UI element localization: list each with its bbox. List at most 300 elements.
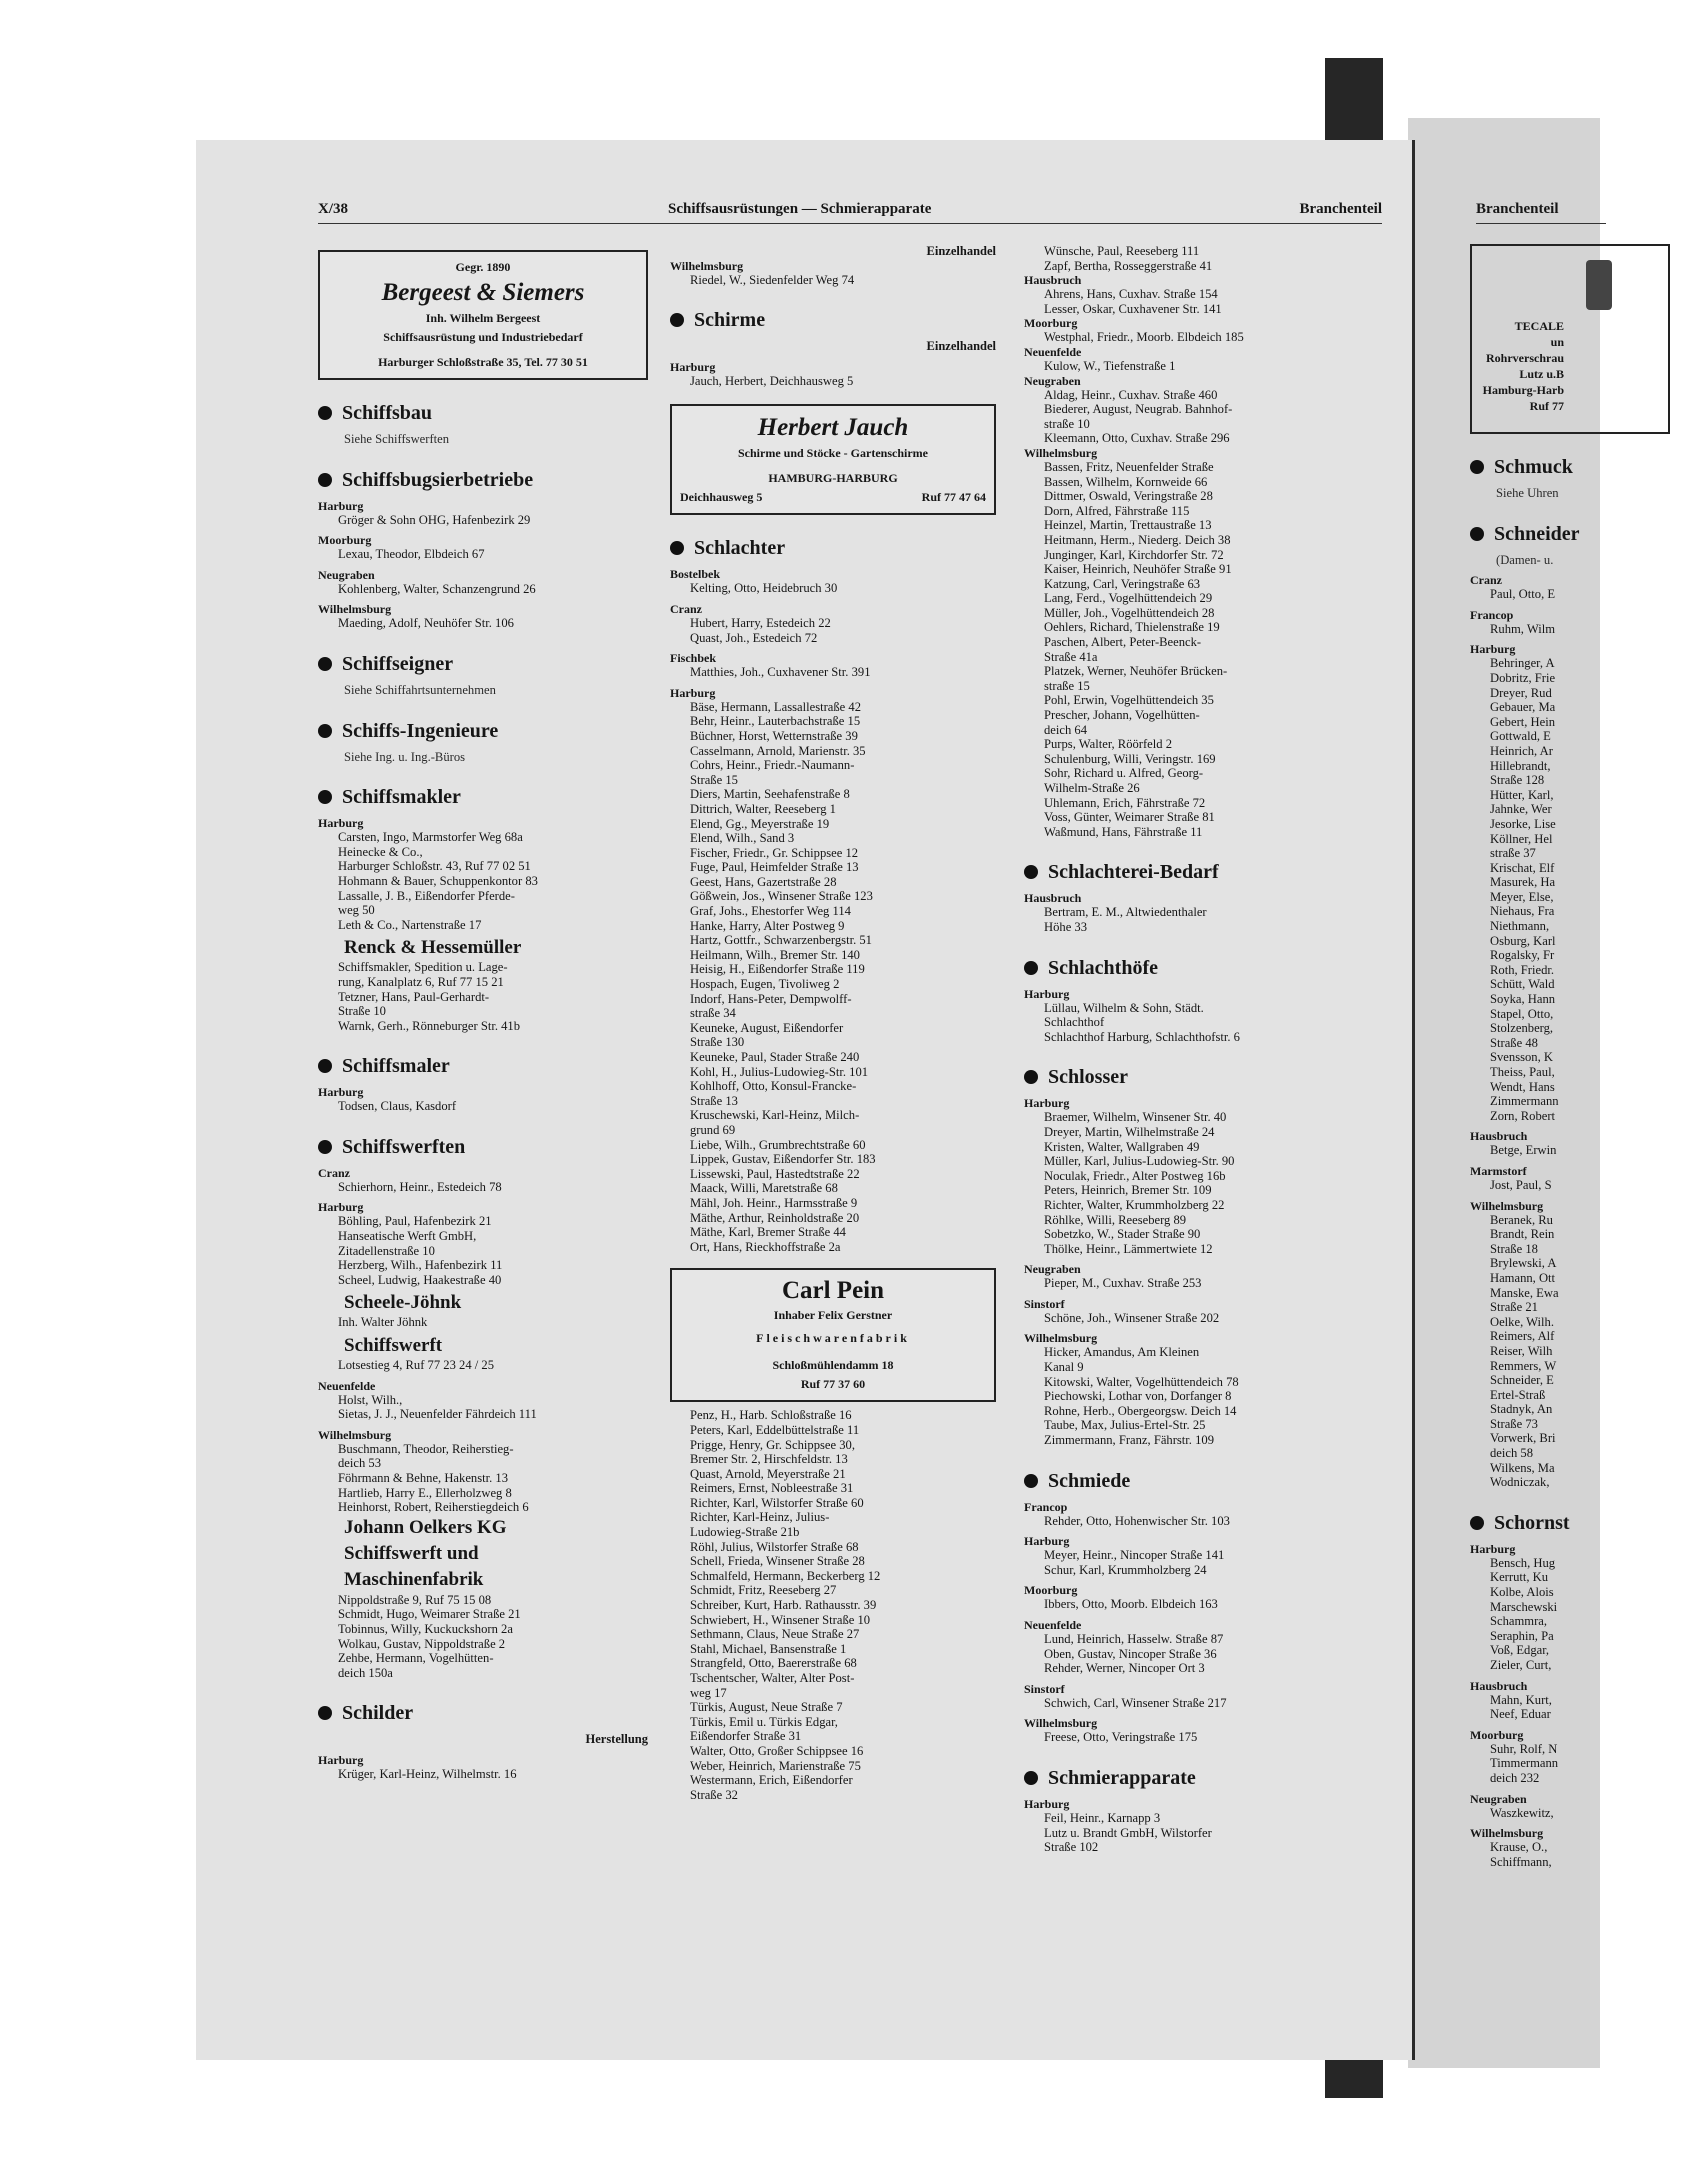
list-item: Bassen, Fritz, Neuenfelder Straße <box>1044 459 1214 474</box>
entry-list <box>1024 388 1384 446</box>
list-item: Hartlieb, Harry E., Ellerholzweg 8 <box>338 1485 512 1500</box>
entry-list <box>318 960 648 1033</box>
list-item: Wilkens, Ma <box>1490 1460 1555 1475</box>
ad-carl-pein <box>670 1268 996 1402</box>
category-heading <box>1470 521 1690 547</box>
list-item: Thölke, Heinr., Lämmertwiete 12 <box>1044 1241 1213 1256</box>
list-item: Kulow, W., Tiefenstraße 1 <box>1044 358 1176 373</box>
category-title: Schmierapparate <box>1048 1766 1196 1789</box>
list-item: Ort, Hans, Rieckhoffstraße 2a <box>690 1239 841 1254</box>
bullet-icon <box>1024 1771 1038 1785</box>
category-title: Schmuck <box>1494 456 1573 478</box>
list-item: Krause, O., <box>1490 1840 1548 1855</box>
list-item: Maschinenfabrik <box>344 1568 484 1590</box>
category-title: Schneider <box>1494 522 1580 545</box>
list-item: Westermann, Erich, Eißendorfer <box>690 1773 853 1788</box>
location-label: Moorburg <box>1024 316 1078 331</box>
location-label: Neuenfelde <box>318 1378 376 1393</box>
list-item: Lexau, Theodor, Elbdeich 67 <box>338 547 485 562</box>
list-item: Zorn, Robert <box>1490 1108 1556 1123</box>
list-item: Schulenburg, Willi, Veringstr. 169 <box>1044 751 1216 766</box>
list-item: Purps, Walter, Röörfeld 2 <box>1044 737 1173 752</box>
sub-category: Einzelhandel <box>926 244 996 258</box>
list-item: Bremer Str. 2, Hirschfeldstr. 13 <box>690 1452 848 1467</box>
list-item: Heinrich, Ar <box>1490 743 1553 758</box>
list-item: Sethmann, Claus, Neue Straße 27 <box>690 1627 860 1642</box>
section-label: Branchenteil <box>1299 201 1382 217</box>
category-heading <box>1024 1765 1384 1791</box>
list-item: Kaiser, Heinrich, Neuhöfer Straße 91 <box>1044 562 1232 577</box>
location-label: Cranz <box>1470 573 1502 588</box>
list-item: Höhe 33 <box>1044 919 1088 934</box>
list-item: Oehlers, Richard, Thielenstraße 19 <box>1044 620 1220 635</box>
list-item: Schlachthof <box>1044 1015 1105 1030</box>
bullet-icon <box>1024 865 1038 879</box>
list-item: Osburg, Karl <box>1490 933 1556 948</box>
bullet-icon <box>318 1140 332 1154</box>
ad-company-name: Carl Pein <box>781 1277 885 1305</box>
list-item: Rogalsky, Fr <box>1490 948 1555 963</box>
list-item: Oelke, Wilh. <box>1490 1314 1554 1329</box>
list-item: Eißendorfer Straße 31 <box>690 1729 802 1744</box>
list-item: Kristen, Walter, Wallgraben 49 <box>1044 1139 1200 1154</box>
location-label: Hausbruch <box>1470 1678 1528 1693</box>
ad-phone: Ruf 77 37 60 <box>800 1377 866 1392</box>
list-item: Reimers, Alf <box>1490 1329 1555 1344</box>
list-item: TECALE <box>1514 319 1564 333</box>
list-item: Dreyer, Martin, Wilhelmstraße 24 <box>1044 1124 1215 1139</box>
location-label: Wilhelmsburg <box>1024 1716 1098 1731</box>
list-item: Jahnke, Wer <box>1490 802 1552 817</box>
list-item: Marschewski <box>1490 1599 1558 1614</box>
list-item: Keuneke, Paul, Stader Straße 240 <box>690 1050 860 1064</box>
list-item: Elend, Wilh., Sand 3 <box>690 831 795 846</box>
list-item: Vorwerk, Bri <box>1490 1431 1556 1446</box>
list-item: Bassen, Wilhelm, Kornweide 66 <box>1044 474 1208 489</box>
location-label: Hausbruch <box>1024 273 1082 288</box>
list-item: Lüllau, Wilhelm & Sohn, Städt. <box>1044 1000 1204 1015</box>
directory-page <box>196 140 1415 2060</box>
list-item: Richter, Karl, Wilstorfer Straße 60 <box>690 1495 864 1510</box>
location-label: Wilhelmsburg <box>670 258 744 273</box>
list-item: Gröger & Sohn OHG, Hafenbezirk 29 <box>338 512 531 527</box>
list-item: Röhlke, Willi, Reeseberg 89 <box>1044 1212 1187 1227</box>
bullet-icon <box>1024 961 1038 975</box>
list-item: Quast, Arnold, Meyerstraße 21 <box>690 1466 846 1481</box>
entry-list <box>1024 1597 1384 1612</box>
category-title: Schornst <box>1494 1511 1570 1534</box>
list-item: Reimers, Ernst, Nobleestraße 31 <box>690 1481 854 1496</box>
location-label: Wilhelmsburg <box>1024 445 1098 460</box>
list-item: Mähl, Joh. Heinr., Harmsstraße 9 <box>690 1195 858 1210</box>
list-item: Brandt, Rein <box>1490 1227 1555 1242</box>
category-title: Schiffsbugsierbetriebe <box>342 468 534 491</box>
list-item: Kohlhoff, Otto, Konsul-Francke- <box>690 1079 857 1094</box>
list-item: Heisig, H., Eißendorfer Straße 119 <box>690 962 865 977</box>
list-item: Dittrich, Walter, Reeseberg 1 <box>690 801 836 816</box>
location-label: Bostelbek <box>670 567 721 582</box>
entry-list <box>1470 1742 1690 1786</box>
entry-list <box>1470 656 1690 1123</box>
list-item: straße 34 <box>690 1006 736 1021</box>
list-item: Niethmann, <box>1490 919 1550 934</box>
list-item: Niehaus, Fra <box>1490 904 1555 919</box>
entry-list <box>318 1442 648 1515</box>
bullet-icon <box>318 406 332 420</box>
list-item: Waszkewitz, <box>1490 1805 1554 1820</box>
ad-herbert-jauch <box>670 404 996 515</box>
list-item: Hamann, Ott <box>1490 1270 1556 1285</box>
list-item: Heinzel, Martin, Trettaustraße 13 <box>1044 518 1212 533</box>
list-item: Keuneke, August, Eißendorfer <box>690 1020 844 1035</box>
list-item: Röhl, Julius, Wilstorfer Straße 68 <box>690 1539 859 1554</box>
list-item: Mahn, Kurt, <box>1490 1692 1552 1707</box>
entry-list <box>1024 1696 1384 1711</box>
category-title: Schlachter <box>694 537 786 560</box>
category-heading <box>670 535 996 561</box>
list-item: straße 15 <box>1044 678 1090 693</box>
bullet-icon <box>318 724 332 738</box>
list-item: Zitadellenstraße 10 <box>338 1243 435 1258</box>
list-item: Kohlenberg, Walter, Schanzengrund 26 <box>338 581 536 596</box>
list-item: Warnk, Gerh., Rönneburger Str. 41b <box>338 1018 521 1033</box>
sub-category: Herstellung <box>585 1732 648 1747</box>
entry-list <box>1024 287 1384 316</box>
list-item: Waßmund, Hans, Fährstraße 11 <box>1044 824 1203 839</box>
list-item: Oben, Gustav, Nincoper Straße 36 <box>1044 1646 1217 1661</box>
list-item: Schwiebert, H., Winsener Straße 10 <box>690 1612 871 1627</box>
category-title: Schiffs-Ingenieure <box>342 719 499 742</box>
ad-address: Harburger Schloßstraße 35, Tel. 77 30 51 <box>378 355 588 369</box>
bullet-icon <box>318 1706 332 1720</box>
list-item: un <box>1550 335 1564 349</box>
list-item: Schütt, Wald <box>1490 977 1555 992</box>
list-item: Timmermann <box>1490 1756 1559 1771</box>
list-item: Bertram, E. M., Altwiedenthaler <box>1044 905 1207 920</box>
list-item: Hartz, Gottfr., Schwarzenbergstr. 51 <box>690 933 872 948</box>
list-item: Casselmann, Arnold, Marienstr. 35 <box>690 743 866 758</box>
page-topic: Schiffsausrüstungen — Schmierapparate <box>668 201 932 217</box>
category-heading <box>318 400 648 426</box>
entry-list <box>1470 1693 1690 1722</box>
list-item: Stapel, Otto, <box>1490 1006 1554 1021</box>
list-item: Ahrens, Hans, Cuxhav. Straße 154 <box>1044 287 1218 302</box>
category-heading <box>318 1700 648 1726</box>
entry-list <box>670 616 996 645</box>
list-item: Straße 13 <box>690 1093 738 1108</box>
list-item: Diers, Martin, Seehafenstraße 8 <box>690 787 850 802</box>
location-label: Neugraben <box>1024 1262 1081 1277</box>
list-item: Liebe, Wilh., Grumbrechtstraße 60 <box>690 1137 866 1152</box>
list-item: Braemer, Wilhelm, Winsener Str. 40 <box>1044 1110 1227 1125</box>
list-item: Schiffswerft und <box>344 1542 479 1564</box>
list-item: Aldag, Heinr., Cuxhav. Straße 460 <box>1044 387 1218 402</box>
bullet-icon <box>318 790 332 804</box>
list-item: Richter, Karl-Heinz, Julius- <box>690 1510 830 1525</box>
list-item: Voss, Günter, Weimarer Straße 81 <box>1044 810 1215 825</box>
list-item: Tschentscher, Walter, Alter Post- <box>690 1671 855 1685</box>
list-item: Tobinnus, Willy, Kuckuckshorn 2a <box>338 1621 513 1636</box>
ad-address: Deichhausweg 5 <box>680 490 763 505</box>
location-label: Harburg <box>318 1200 364 1215</box>
list-item: Lutz u.B <box>1519 367 1564 381</box>
entry-list <box>1024 244 1384 273</box>
location-label: Cranz <box>670 601 702 616</box>
list-item: Straße 102 <box>1044 1840 1099 1855</box>
list-item: Gebauer, Ma <box>1490 700 1556 715</box>
list-item: Schur, Karl, Krummholzberg 24 <box>1044 1562 1207 1577</box>
bullet-icon <box>1024 1070 1038 1084</box>
category-title: Schirme <box>694 309 766 332</box>
list-item: Nippoldstraße 9, Ruf 75 15 08 <box>338 1592 492 1607</box>
logo-icon <box>1586 260 1612 310</box>
list-item: Inh. Walter Jöhnk <box>338 1315 428 1330</box>
list-item: Lotsestieg 4, Ruf 77 23 24 / 25 <box>338 1358 495 1373</box>
adjacent-page <box>1470 196 1610 1869</box>
location-label: Harburg <box>318 816 364 831</box>
list-item: Straße 41a <box>1044 649 1098 664</box>
category-heading <box>1024 1064 1384 1090</box>
entry-list <box>318 1393 648 1422</box>
location-label: Fischbek <box>670 651 717 666</box>
list-item: Dobritz, Frie <box>1490 670 1556 685</box>
list-item: Graf, Johs., Ehestorfer Weg 114 <box>690 904 851 919</box>
list-item: Soyka, Hann <box>1490 992 1556 1007</box>
list-item: Zehbe, Hermann, Vogelhütten- <box>338 1651 494 1666</box>
category-heading <box>318 1053 648 1079</box>
category-heading <box>318 718 648 744</box>
list-item: Ruhm, Wilm <box>1490 621 1556 636</box>
location-label: Harburg <box>1024 1796 1070 1811</box>
list-item: Schwich, Carl, Winsener Straße 217 <box>1044 1695 1227 1710</box>
location-label: Moorburg <box>1470 1727 1524 1742</box>
list-item: Dreyer, Rud <box>1490 685 1552 700</box>
list-item: Roth, Friedr. <box>1490 962 1555 977</box>
list-item: Ertel-Straß <box>1490 1387 1546 1402</box>
category-title: Schlosser <box>1048 1066 1128 1089</box>
category-title: Schiffsmaler <box>342 1055 450 1078</box>
location-label: Neugraben <box>1470 1791 1527 1806</box>
list-item: Fischer, Friedr., Gr. Schippsee 12 <box>690 845 859 860</box>
list-item: Straße 21 <box>1490 1300 1538 1315</box>
entry-list <box>1470 1213 1690 1490</box>
list-item: Heitmann, Herm., Niederg. Deich 38 <box>1044 532 1231 547</box>
location-label: Hausbruch <box>1470 1129 1528 1144</box>
list-item: Schlachthof Harburg, Schlachthofstr. 6 <box>1044 1029 1240 1044</box>
list-item: Hohmann & Bauer, Schuppenkontor 83 <box>338 873 538 888</box>
list-item: Richter, Walter, Krummholzberg 22 <box>1044 1197 1225 1212</box>
bullet-icon <box>670 541 684 555</box>
entry-list <box>1024 359 1384 374</box>
list-item: grund 69 <box>690 1122 736 1137</box>
list-item: Straße 10 <box>338 1004 386 1019</box>
list-item: Tetzner, Hans, Paul-Gerhardt- <box>338 989 490 1004</box>
category-heading <box>318 784 648 810</box>
list-item: Biederer, August, Neugrab. Bahnhof- <box>1044 402 1233 417</box>
list-item: Buschmann, Theodor, Reiherstieg- <box>338 1441 514 1456</box>
list-item: Sohr, Richard u. Alfred, Georg- <box>1044 766 1204 781</box>
list-item: Feil, Heinr., Karnapp 3 <box>1044 1810 1161 1825</box>
list-item: Heinecke & Co., <box>338 844 423 859</box>
location-label: Marmstorf <box>1470 1163 1527 1178</box>
list-item: Böhling, Paul, Hafenbezirk 21 <box>338 1214 492 1229</box>
column-1 <box>318 244 648 1782</box>
ad-footer <box>680 488 986 507</box>
ad-phone: Ruf 77 47 64 <box>921 490 986 505</box>
list-item: Zapf, Bertha, Rosseggerstraße 41 <box>1044 258 1213 273</box>
list-item: Schell, Frieda, Winsener Straße 28 <box>690 1554 865 1569</box>
list-item: Stolzenberg, <box>1490 1021 1554 1036</box>
highlighted-entry: Renck & Hessemüller <box>344 937 522 959</box>
list-item: Lund, Heinrich, Hasselw. Straße 87 <box>1044 1632 1224 1646</box>
entry-list <box>318 830 648 932</box>
entry-list <box>670 1408 996 1802</box>
category-heading <box>1024 859 1384 885</box>
location-label: Neuenfelde <box>1024 344 1082 359</box>
list-item: Lutz u. Brandt GmbH, Wilstorfer <box>1044 1825 1212 1840</box>
list-item: Suhr, Rolf, N <box>1490 1741 1558 1756</box>
list-item: Paul, Otto, E <box>1490 587 1556 602</box>
list-item: Hubert, Harry, Estedeich 22 <box>690 615 831 630</box>
entry-list <box>670 700 996 1255</box>
list-item: rung, Kanalplatz 6, Ruf 77 15 21 <box>338 974 504 989</box>
list-item: Theiss, Paul, <box>1490 1065 1555 1079</box>
category-title: Schiffsmakler <box>342 786 461 809</box>
list-item: Kohl, H., Julius-Ludowieg-Str. 101 <box>690 1064 869 1079</box>
list-item: Straße 15 <box>690 772 738 787</box>
entry-list <box>1470 1556 1690 1673</box>
list-item: Straße 18 <box>1490 1241 1538 1256</box>
list-item: Wendt, Hans <box>1490 1079 1555 1094</box>
location-label: Harburg <box>670 685 716 700</box>
entry-list <box>1024 1311 1384 1326</box>
list-item: Westphal, Friedr., Moorb. Elbdeich 185 <box>1044 330 1244 345</box>
list-item: Uhlemann, Erich, Fährstraße 72 <box>1044 795 1206 810</box>
list-item: Jesorke, Lise <box>1490 816 1556 831</box>
category-heading <box>318 467 648 493</box>
entry-list <box>1024 330 1384 345</box>
entry-list <box>318 1214 648 1287</box>
location-label: Harburg <box>318 1752 364 1767</box>
location-label: Harburg <box>318 498 364 513</box>
sub-category: (Damen- u. <box>1496 552 1554 567</box>
list-item: Schmidt, Hugo, Weimarer Straße 21 <box>338 1607 521 1622</box>
ad-lutz-brandt <box>1470 244 1670 434</box>
list-item: Wodniczak, <box>1490 1475 1550 1490</box>
bullet-icon <box>1470 527 1484 541</box>
highlighted-entry: Schiffswerft <box>344 1335 443 1357</box>
list-item: Geest, Hans, Gazertstraße 28 <box>690 874 837 889</box>
entry-list <box>1024 1514 1384 1529</box>
list-item: Paschen, Albert, Peter-Beenck- <box>1044 635 1202 650</box>
ad-owner: Inhaber Felix Gerstner <box>773 1308 893 1323</box>
adjacent-page-header: Branchenteil <box>1476 201 1559 217</box>
list-item: Gebert, Hein <box>1490 714 1556 729</box>
list-item: Pieper, M., Cuxhav. Straße 253 <box>1044 1276 1202 1291</box>
entry-list <box>1470 1840 1690 1869</box>
category-title: Schiffseigner <box>342 652 454 675</box>
list-item: Betge, Erwin <box>1490 1143 1557 1158</box>
list-item: Wilhelm-Straße 26 <box>1044 781 1140 795</box>
page-header <box>318 201 1382 224</box>
entry-list <box>1024 1345 1384 1447</box>
list-item: Lippek, Gustav, Eißendorfer Str. 183 <box>690 1152 876 1167</box>
list-item: Brylewski, A <box>1490 1256 1557 1271</box>
location-label: Harburg <box>1024 1534 1070 1549</box>
see-reference: Siehe Uhren <box>1496 486 1559 500</box>
list-item: Hamburg-Harb <box>1482 383 1564 397</box>
category-title: Schilder <box>342 1702 414 1725</box>
list-item: Peters, Heinrich, Bremer Str. 109 <box>1044 1183 1212 1198</box>
list-item: Sobetzko, W., Stader Straße 90 <box>1044 1227 1201 1242</box>
list-item: Straße 130 <box>690 1035 745 1050</box>
category-heading <box>318 651 648 677</box>
list-item: Masurek, Ha <box>1490 875 1556 890</box>
list-item: Johann Oelkers KG <box>344 1516 507 1538</box>
list-item: Fuge, Paul, Heimfelder Straße 13 <box>690 860 859 875</box>
location-label: Wilhelmsburg <box>1470 1826 1544 1841</box>
bullet-icon <box>1470 1516 1484 1530</box>
list-item: Bensch, Hug <box>1490 1555 1556 1570</box>
ad-lines <box>1476 318 1664 414</box>
list-item: Svensson, K <box>1490 1050 1553 1065</box>
list-item: Peters, Karl, Eddelbüttelstraße 11 <box>690 1422 860 1437</box>
list-item: Maeding, Adolf, Neuhöfer Str. 106 <box>338 616 514 631</box>
page-number: X/38 <box>318 201 348 217</box>
list-item: weg 50 <box>338 903 375 918</box>
list-item: Meyer, Else, <box>1490 889 1554 904</box>
category-title: Schlachterei-Bedarf <box>1048 861 1219 884</box>
location-label: Harburg <box>1024 986 1070 1001</box>
list-item: Hicker, Amandus, Am Kleinen <box>1044 1345 1200 1360</box>
list-item: Schmalfeld, Hermann, Beckerberg 12 <box>690 1568 881 1583</box>
entry-list <box>1024 1632 1384 1676</box>
list-item: Manske, Ewa <box>1490 1285 1559 1300</box>
list-item: Lang, Ferd., Vogelhüttendeich 29 <box>1044 591 1213 606</box>
list-item: Schiffsmakler, Spedition u. Lage- <box>338 960 508 975</box>
ad-business: Schirme und Stöcke - Gartenschirme <box>738 446 928 461</box>
category-heading <box>1470 1510 1690 1536</box>
ad-company-name: Bergeest & Siemers <box>381 279 585 306</box>
location-label: Wilhelmsburg <box>318 1427 392 1442</box>
list-item: deich 150a <box>338 1665 393 1680</box>
ad-address: Schloßmühlendamm 18 <box>772 1358 894 1373</box>
list-item: Kolbe, Alois <box>1490 1585 1554 1600</box>
location-label: Neugraben <box>1024 373 1081 388</box>
list-item: Schneider, E <box>1490 1373 1554 1388</box>
list-item: Ibbers, Otto, Moorb. Elbdeich 163 <box>1044 1597 1218 1612</box>
highlighted-entry: Scheele-Jöhnk <box>344 1292 462 1314</box>
list-item: straße 10 <box>1044 416 1090 431</box>
location-label: Francop <box>1024 1499 1068 1514</box>
list-item: Gößwein, Jos., Winsener Straße 123 <box>690 889 873 904</box>
ad-company-name: Herbert Jauch <box>757 414 909 442</box>
list-item: Kelting, Otto, Heidebruch 30 <box>690 581 838 596</box>
list-item: Schöne, Joh., Winsener Straße 202 <box>1044 1310 1220 1325</box>
list-item: Straße 32 <box>690 1787 738 1802</box>
list-item: Rohrverschrau <box>1486 351 1564 365</box>
list-item: Sietas, J. J., Neuenfelder Fährdeich 111 <box>338 1407 537 1422</box>
category-heading <box>1024 1468 1384 1494</box>
list-item: Jost, Paul, S <box>1490 1177 1552 1192</box>
list-item: Schiffmann, <box>1490 1854 1552 1869</box>
ad-city: HAMBURG-HARBURG <box>768 471 898 486</box>
list-item: Köllner, Hel <box>1490 831 1553 846</box>
see-reference: Siehe Schiffswerften <box>344 432 450 446</box>
list-item: Behr, Heinr., Lauterbachstraße 15 <box>690 714 861 729</box>
list-item: Hütter, Karl, <box>1490 787 1554 802</box>
bullet-icon <box>318 657 332 671</box>
